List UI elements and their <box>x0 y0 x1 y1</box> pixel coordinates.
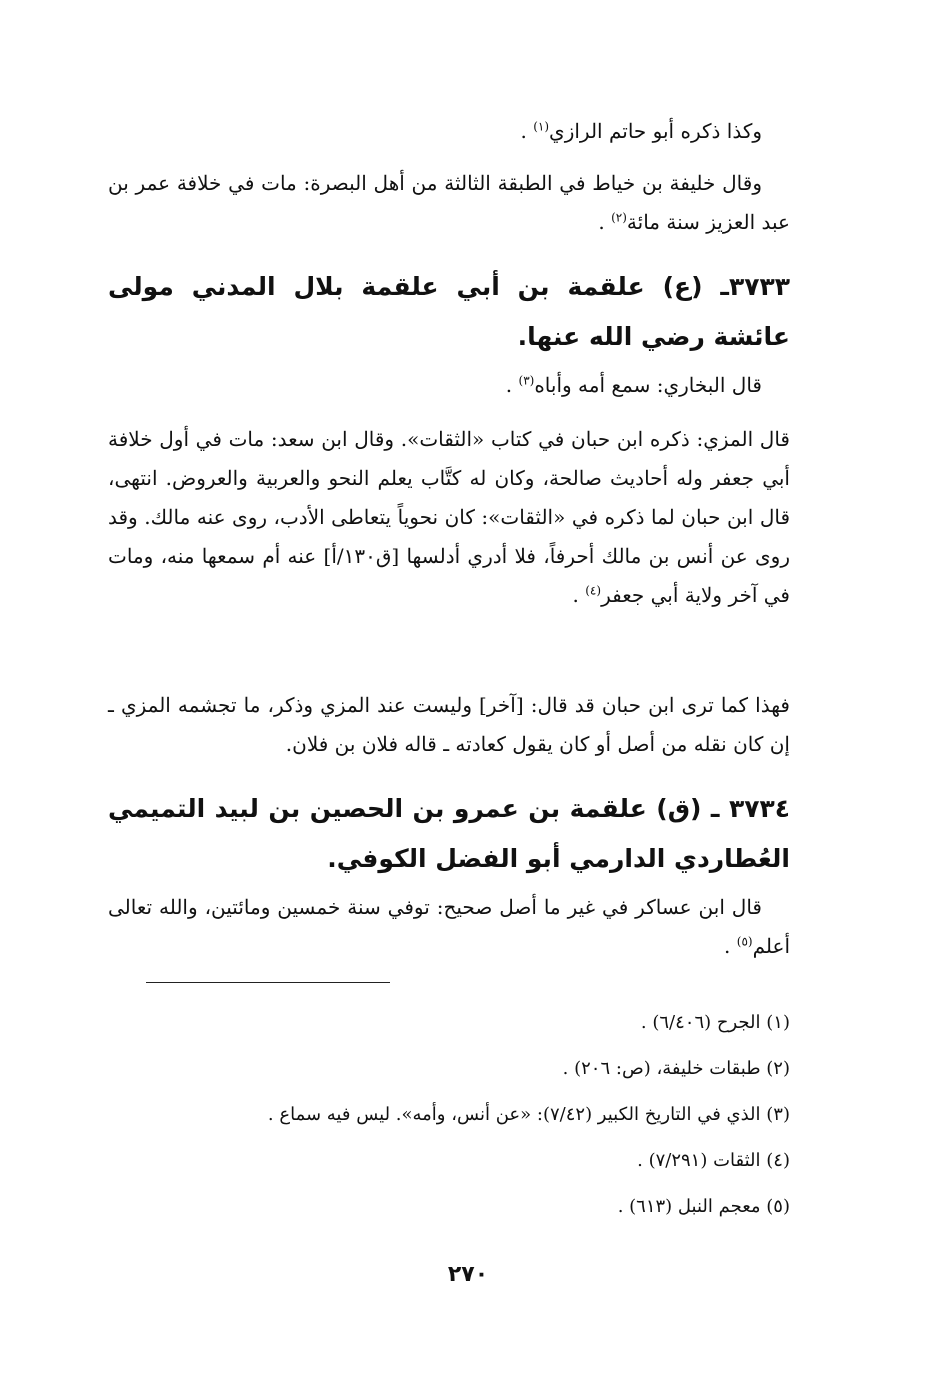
paragraph-khalifa: وقال خليفة بن خياط في الطبقة الثالثة من أهل البصرة: مات في خلافة عمر بن عبد العزيز سنة مائة$^{(٢)}$ . <box>108 171 790 234</box>
entry-heading-3734: ٣٧٣٤ ـ (ق) علقمة بن عمرو بن الحصين بن لبيد التميمي العُطاردي الدارمي أبو الفضل الكوفي. <box>108 794 790 873</box>
footnote-separator <box>146 982 390 983</box>
paragraph-ibn-asakir: قال ابن عساكر في غير ما أصل صحيح: توفي سنة خمسين ومائتين، والله تعالى أعلم$^{(٥)}$ . <box>108 895 790 958</box>
paragraph-text: فهذا كما ترى ابن حبان قد قال: [آخر] وليست عند المزي وذكر، ما تجشمه المزي ـ إن كان نقله من أصل أو كان يقول كعادته ـ قاله فلان بن فلان. <box>108 693 790 756</box>
footnote-3: (٣) الذي في التاريخ الكبير (٧/٤٢): «عن أنس، وأمه». ليس فيه سماع . <box>267 1104 790 1125</box>
footnote-marker: (٢) <box>611 210 627 225</box>
footnote-marker: (٣) <box>518 373 535 388</box>
page-number: ٢٧٠ <box>447 1262 489 1287</box>
paragraph-text: وكذا ذكره أبو حاتم الرازي <box>549 119 762 143</box>
paragraph-abu-hatim: وكذا ذكره أبو حاتم الرازي$^{(١)}$ . <box>520 119 762 143</box>
paragraph-text: وقال خليفة بن خياط في الطبقة الثالثة من أهل البصرة: مات في خلافة عمر بن عبد العزيز سنة مائة <box>108 171 790 234</box>
footnote-4: (٤) الثقات (٧/٢٩١) . <box>637 1150 790 1171</box>
footnote-1: (١) الجرح (٦/٤٠٦) . <box>640 1012 790 1033</box>
footnote-marker: (١) <box>533 119 550 134</box>
footnote-marker: (٤) <box>585 583 602 598</box>
footnotes <box>108 1000 790 1230</box>
paragraph-text: قال ابن عساكر في غير ما أصل صحيح: توفي سنة خمسين ومائتين، والله تعالى أعلم <box>108 895 790 958</box>
footnote-marker: (٥) <box>736 934 753 949</box>
paragraph-mizzi: قال المزي: ذكره ابن حبان في كتاب «الثقات». وقال ابن سعد: مات في أول خلافة أبي جعفر وله أحاديث صالحة، وكان له كتَّاب يعلم النحو والعربية والعروض. انتهى، قال ابن حبان لما ذكره في «الثقات»: كان نحوياً يتعاطى الأدب، روى عنه مالك. وقد روى عن أنس بن مالك أحرفاً، فلا أدري أدلسها [ق١٣٠/أ] عنه أم سمعها منه، ومات في آخر ولاية أبي جعفر$^{(٤)}$ . <box>108 427 790 607</box>
footnote-5: (٥) معجم النبل (٦١٣) . <box>617 1196 790 1217</box>
paragraph-bukhari: قال البخاري: سمع أمه وأباه$^{(٣)}$ . <box>505 373 762 397</box>
paragraph-commentary <box>108 686 790 764</box>
entry-heading-3733: ٣٧٣٣ـ (ع) علقمة بن أبي علقمة بلال المدني مولى عائشة رضي الله عنها. <box>108 272 790 351</box>
footnote-2: (٢) طبقات خليفة، (ص: ٢٠٦) . <box>562 1058 790 1079</box>
paragraph-text: قال المزي: ذكره ابن حبان في كتاب «الثقات». وقال ابن سعد: مات في أول خلافة أبي جعفر وله أحاديث صالحة، وكان له كتَّاب يعلم النحو والعربية والعروض. انتهى، قال ابن حبان لما ذكره في «الثقات»: كان نحوياً يتعاطى الأدب، روى عنه مالك. وقد روى عن أنس بن مالك أحرفاً، فلا أدري أدلسها [ق١٣٠/أ] عنه أم سمعها منه، ومات في آخر ولاية أبي جعفر <box>108 427 790 607</box>
paragraph-text: قال البخاري: سمع أمه وأباه <box>534 373 762 397</box>
